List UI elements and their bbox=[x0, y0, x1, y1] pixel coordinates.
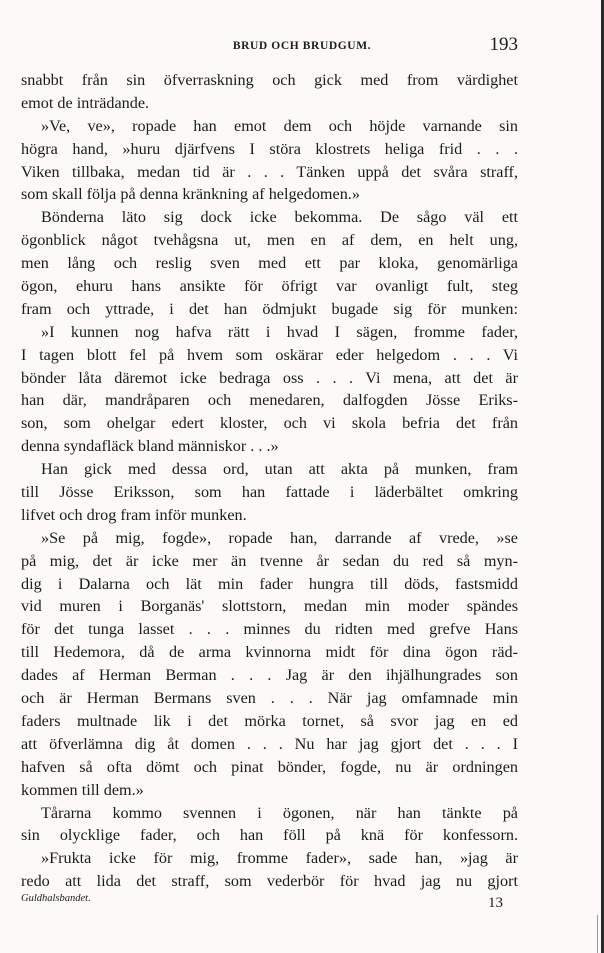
scan-artifact-line bbox=[597, 915, 598, 953]
text-line: ögonblick något tvehågsna ut, men en af dem, en helt ung, bbox=[21, 231, 518, 250]
text-line: till Jösse Eriksson, som han fattade i läderbältet omkring bbox=[21, 483, 518, 502]
text-line: son, som ohelgar edert kloster, och vi skola befria det från bbox=[21, 414, 518, 433]
text-line: som skall följa på denna kränkning af helgedomen.» bbox=[21, 185, 360, 204]
text-line: och är Herman Bermans sven . . . När jag omfamnade min bbox=[21, 689, 518, 708]
page-header bbox=[0, 34, 604, 58]
text-line: Han gick med dessa ord, utan att akta på munken, fram bbox=[41, 460, 518, 479]
text-line: I tagen blott fel på hvem som oskärar eder helgedom . . . Vi bbox=[21, 345, 518, 364]
text-line: att öfverlämna dig åt domen . . . Nu har jag gjort det . . . I bbox=[21, 734, 518, 753]
text-line: hafven så ofta dömt och pinat bönder, fogde, nu är ordningen bbox=[21, 757, 518, 776]
text-line: till Hedemora, då de arma kvinnorna midt för dina ögon räd- bbox=[21, 643, 518, 662]
text-line: bönder låta däremot icke bedraga oss . . . Vi mena, att det är bbox=[21, 368, 518, 387]
body-text bbox=[21, 69, 518, 893]
text-line: för det tunga lasset . . . minnes du ridten med grefve Hans bbox=[21, 620, 518, 639]
page-number: 193 bbox=[489, 34, 518, 55]
text-line: snabbt från sin öfverraskning och gick med from värdighet bbox=[21, 71, 518, 89]
text-line: »Frukta icke för mig, fromme fader», sade han, »jag är bbox=[41, 849, 518, 868]
text-line: »Ve, ve», ropade han emot dem och höjde varnande sin bbox=[41, 116, 518, 135]
text-line: redo att lida det straff, som vederbör för hvad jag nu gjort bbox=[21, 872, 518, 891]
text-line: dig i Dalarna och lät min fader hungra till döds, fastsmidd bbox=[21, 574, 518, 593]
text-line: han där, mandråparen och menedaren, dalfogden Jösse Eriks- bbox=[21, 391, 518, 410]
page-footer bbox=[21, 893, 518, 913]
text-line: men lång och reslig sven med ett par kloka, genomärliga bbox=[21, 254, 518, 273]
text-line: kommen till dem.» bbox=[21, 780, 144, 799]
text-line: Viken tillbaka, medan tid är . . . Tänken uppå det svåra straff, bbox=[21, 162, 518, 181]
running-head: BRUD OCH BRUDGUM. bbox=[232, 40, 372, 52]
text-line: faders multnade lik i det mörka tornet, så svor jag en ed bbox=[21, 711, 518, 730]
text-line: »Se på mig, fogde», ropade han, darrande af vrede, »se bbox=[41, 528, 518, 547]
text-line: »I kunnen nog hafva rätt i hvad I sägen, fromme fader, bbox=[41, 322, 518, 341]
text-line: denna syndafläck bland människor . . .» bbox=[21, 437, 279, 456]
text-line: Bönderna läto sig dock icke bekomma. De sågo väl ett bbox=[41, 208, 518, 227]
text-line: högra hand, »huru djärfvens I störa klostrets heliga frid . . . bbox=[21, 139, 518, 158]
signature-mark: Guldhalsbandet. bbox=[21, 893, 91, 904]
signature-number: 13 bbox=[488, 895, 503, 911]
text-line: sin olycklige fader, och han föll på knä för konfessorn. bbox=[21, 826, 518, 845]
text-line: dades af Herman Berman . . . Jag är den ihjälhungrades son bbox=[21, 666, 518, 685]
text-line: Tårarna kommo svennen i ögonen, när han tänkte på bbox=[41, 803, 518, 822]
text-line: lifvet och drog fram inför munken. bbox=[21, 505, 247, 524]
text-line: fram och yttrade, i det han ödmjukt bugade sig för munken: bbox=[21, 299, 518, 318]
text-line: på mig, det är icke mer än tvenne år sedan du red så myn- bbox=[21, 551, 518, 570]
text-line: emot de inträdande. bbox=[21, 93, 150, 112]
text-line: vid muren i Borganäs' slottstorn, medan min moder spändes bbox=[21, 597, 518, 616]
text-line: ögon, ehuru hans ansikte för öfrigt var ovanligt fult, steg bbox=[21, 277, 518, 296]
